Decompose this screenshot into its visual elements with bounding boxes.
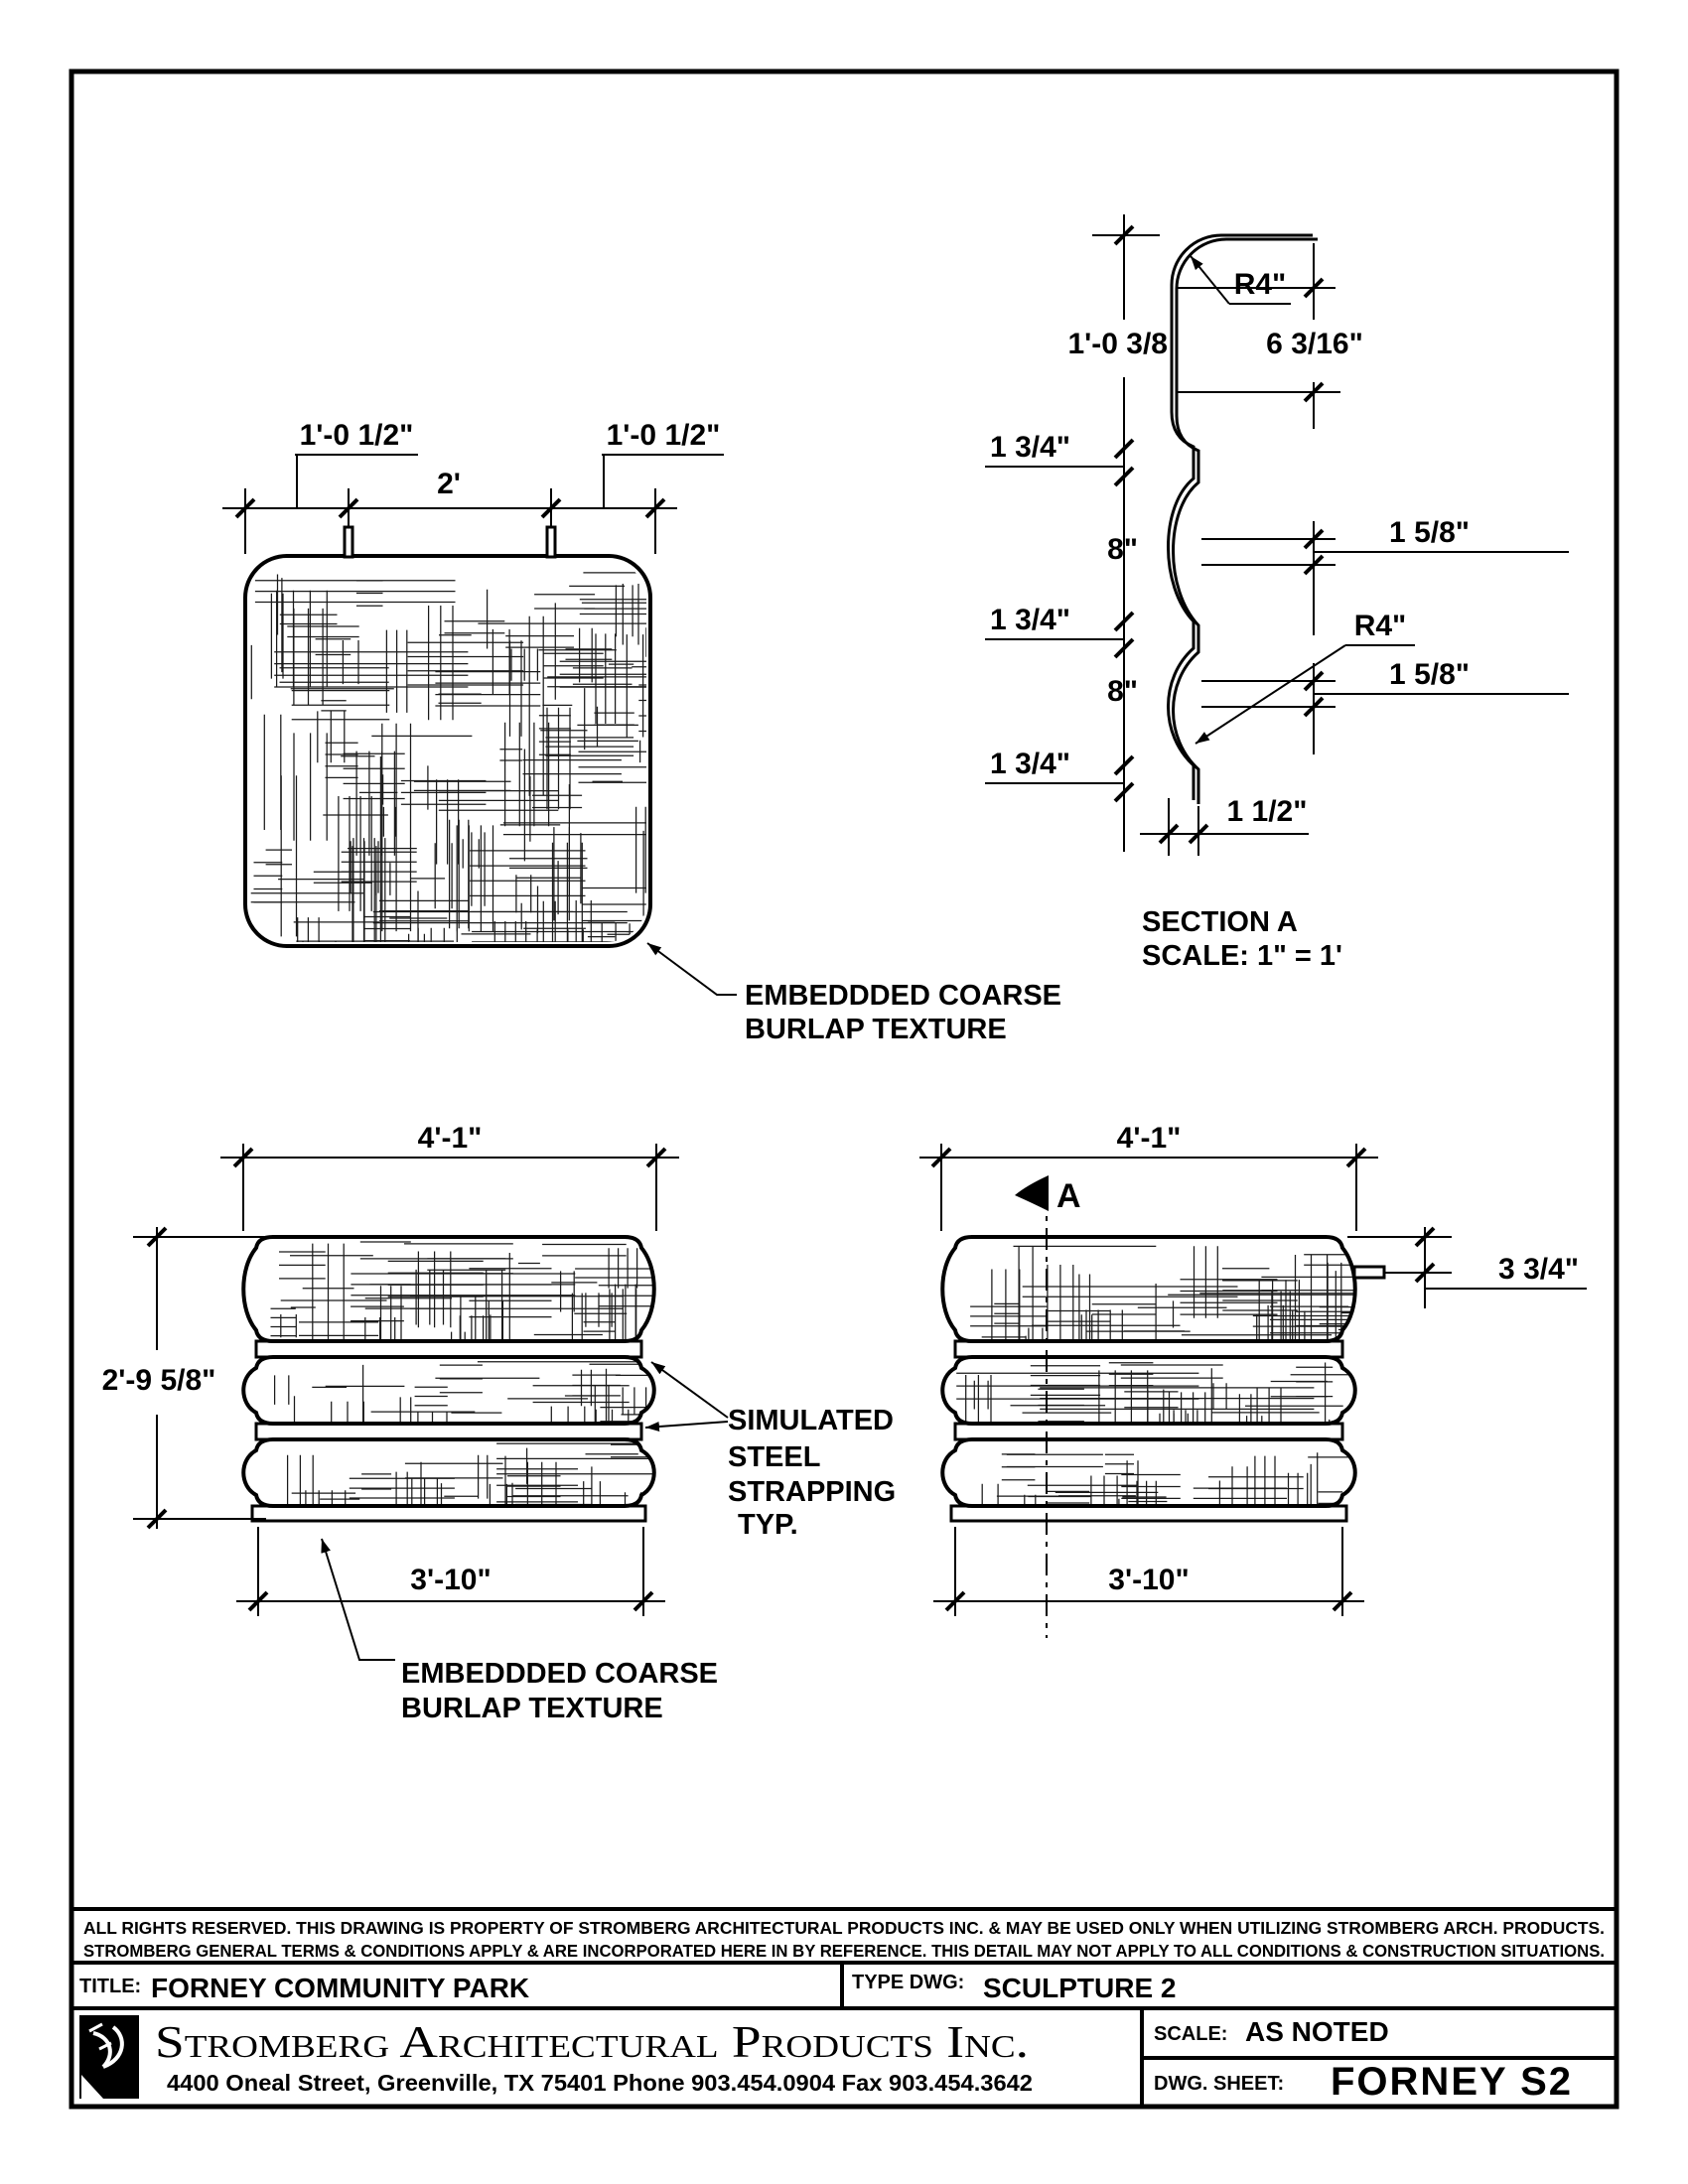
pillow-band-outline xyxy=(243,1237,654,1341)
front-dim-width: 4'-1" xyxy=(417,1122,483,1155)
side-dim-base: 3'-10" xyxy=(1108,1564,1190,1596)
sheet-border xyxy=(71,71,1617,2107)
title-label: TITLE: xyxy=(79,1976,142,1997)
burlap-texture xyxy=(251,573,914,1160)
plan-callout-line1: EMBEDDDED COARSE xyxy=(745,980,1062,1012)
front-burlap-callout-line1: EMBEDDDED COARSE xyxy=(401,1658,719,1690)
stromberg-logo-icon xyxy=(79,2015,139,2099)
disclaimer-line2: STROMBERG GENERAL TERMS & CONDITIONS APPLY & ARE INCORPORATED HERE IN BY REFERENCE. THIS DETAIL MAY NOT APPLY TO ALL CONDITIONS & CONSTRUCTION SITUATIONS. xyxy=(83,1941,1605,1961)
section-profile-outer xyxy=(1169,235,1314,800)
plan-dim-center: 2' xyxy=(437,468,461,500)
section-dim-top-width: 6 3/16" xyxy=(1266,328,1363,360)
pillow-band-outline xyxy=(243,1357,654,1424)
section-dim-strap3: 1 3/4" xyxy=(990,748,1070,780)
dwg-sheet-value: FORNEY S2 xyxy=(1331,2060,1573,2104)
burlap-texture xyxy=(271,1242,706,1576)
section-dim-top-height: 1'-0 3/8 xyxy=(1067,328,1168,360)
section-cut-flag-icon xyxy=(1015,1175,1049,1211)
burlap-texture xyxy=(956,1363,1436,1623)
front-dim-base: 3'-10" xyxy=(410,1564,492,1596)
base-slab xyxy=(252,1506,645,1521)
burlap-texture-plan xyxy=(251,573,914,1160)
front-burlap-callout-line2: BURLAP TEXTURE xyxy=(401,1693,663,1724)
strap-callout-line2: STEEL xyxy=(728,1441,821,1473)
type-dwg-label: TYPE DWG: xyxy=(852,1972,965,1993)
side-dim-peg: 3 3/4" xyxy=(1498,1253,1579,1286)
section-dim-strap1: 1 3/4" xyxy=(990,431,1070,464)
dwg-sheet-label: DWG. SHEET: xyxy=(1154,2073,1285,2095)
plan-view xyxy=(222,419,1061,1160)
plan-pin-left xyxy=(345,527,352,557)
section-view xyxy=(985,214,1569,972)
plan-burlap-callout xyxy=(647,943,1061,1045)
section-dim-bulge-upper: 1 5/8" xyxy=(1389,516,1470,549)
plan-dim-right: 1'-0 1/2" xyxy=(606,419,721,452)
section-dim-pillow2: 8" xyxy=(1107,675,1138,708)
disclaimer-line1: ALL RIGHTS RESERVED. THIS DRAWING IS PROPERTY OF STROMBERG ARCHITECTURAL PRODUCTS INC. & MAY BE USED ONLY WHEN UTILIZING STROMBERG ARCH. PRODUCTS. xyxy=(83,1918,1605,1938)
plan-pin-right xyxy=(547,527,555,557)
side-elevation-annotations xyxy=(919,1122,1587,1638)
scale-label: SCALE: xyxy=(1154,2023,1228,2045)
base-slab xyxy=(951,1506,1346,1521)
side-dim-width: 4'-1" xyxy=(1116,1122,1182,1155)
title-value: FORNEY COMMUNITY PARK xyxy=(151,1973,530,2003)
plan-callout-line2: BURLAP TEXTURE xyxy=(745,1014,1007,1045)
section-title: SECTION A xyxy=(1142,906,1298,938)
pillow-band-outline xyxy=(942,1357,1355,1424)
section-dim-bottom: 1 1/2" xyxy=(1226,795,1308,828)
strap-callout-line3: STRAPPING xyxy=(728,1476,897,1508)
steel-strap-band xyxy=(955,1424,1342,1439)
section-radius-mid: R4" xyxy=(1353,610,1407,642)
steel-strap-band xyxy=(256,1341,641,1357)
plan-dim-left: 1'-0 1/2" xyxy=(299,419,414,452)
plan-dimensions xyxy=(222,419,724,554)
company-name: Stromberg Architectural Products Inc. xyxy=(155,2016,1029,2067)
section-scale-note: SCALE: 1" = 1' xyxy=(1142,940,1342,972)
type-dwg-value: SCULPTURE 2 xyxy=(983,1973,1177,2003)
strap-callout-line4: TYP. xyxy=(738,1509,798,1541)
section-profile-inner xyxy=(1174,239,1319,804)
company-address: 4400 Oneal Street, Greenville, TX 75401 Phone 903.454.0904 Fax 903.454.3642 xyxy=(167,2070,1033,2096)
front-dim-height: 2'-9 5/8" xyxy=(101,1364,216,1397)
section-dim-pillow1: 8" xyxy=(1107,533,1138,566)
steel-strap-band xyxy=(256,1424,641,1439)
section-dimensions xyxy=(985,214,1569,856)
scale-value: AS NOTED xyxy=(1245,2016,1389,2047)
side-peg xyxy=(1354,1267,1384,1278)
steel-strap-band xyxy=(955,1341,1342,1357)
side-elevation-body xyxy=(942,1237,1575,1622)
strap-callout-line1: SIMULATED xyxy=(728,1405,895,1436)
section-radius-top: R4" xyxy=(1233,268,1287,301)
section-dim-bulge-lower: 1 5/8" xyxy=(1389,658,1470,691)
section-cut-letter: A xyxy=(1056,1177,1081,1215)
title-block xyxy=(71,1909,1617,2105)
section-dim-strap2: 1 3/4" xyxy=(990,604,1070,636)
